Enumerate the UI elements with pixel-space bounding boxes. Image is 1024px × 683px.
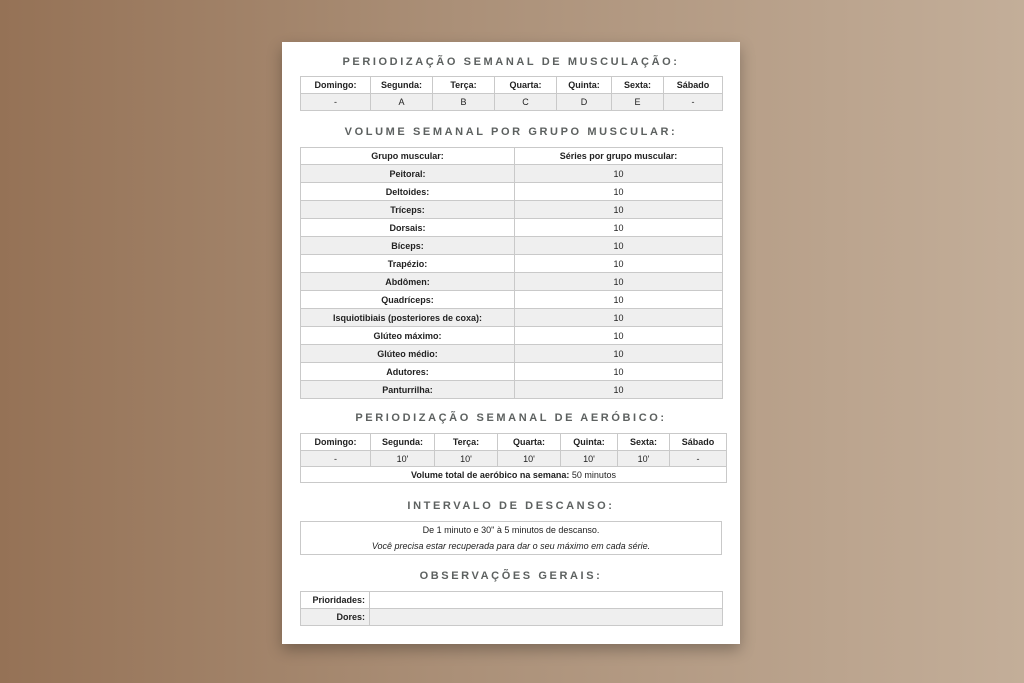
prioridades-field[interactable] <box>370 592 723 609</box>
day-value: 10' <box>561 451 618 467</box>
aerobico-total-row <box>301 467 727 483</box>
series-count: 10 <box>515 165 723 183</box>
prioridades-row <box>301 592 723 609</box>
day-header: Quarta: <box>498 434 561 451</box>
table-row <box>301 381 723 399</box>
muscle-group: Tríceps: <box>301 201 515 219</box>
group-column-header: Grupo muscular: <box>301 148 515 165</box>
series-count: 10 <box>515 327 723 345</box>
muscle-group: Quadríceps: <box>301 291 515 309</box>
day-value: E <box>612 94 664 111</box>
day-header: Sábado <box>670 434 727 451</box>
muscle-group: Deltoides: <box>301 183 515 201</box>
aerobico-values-row <box>301 451 727 467</box>
dores-field[interactable] <box>370 609 723 626</box>
table-row <box>301 345 723 363</box>
muscle-group: Dorsais: <box>301 219 515 237</box>
muscle-group: Peitoral: <box>301 165 515 183</box>
table-row <box>301 219 723 237</box>
day-header: Domingo: <box>301 434 371 451</box>
day-value: D <box>557 94 612 111</box>
descanso-line1: De 1 minuto e 30" à 5 minutos de descanso. <box>301 522 722 538</box>
day-value: - <box>301 94 371 111</box>
muscle-group: Isquiotibiais (posteriores de coxa): <box>301 309 515 327</box>
day-value: 10' <box>435 451 498 467</box>
series-count: 10 <box>515 201 723 219</box>
day-value: A <box>371 94 433 111</box>
series-count: 10 <box>515 219 723 237</box>
descanso-line2: Você precisa estar recuperada para dar o seu máximo em cada série. <box>301 538 722 555</box>
musculacao-title: PERIODIZAÇÃO SEMANAL DE MUSCULAÇÃO: <box>342 56 680 68</box>
series-count: 10 <box>515 273 723 291</box>
day-header: Terça: <box>435 434 498 451</box>
aerobico-title: PERIODIZAÇÃO SEMANAL DE AERÓBICO: <box>355 412 667 424</box>
day-header: Quarta: <box>495 77 557 94</box>
dores-label: Dores: <box>301 609 370 626</box>
descanso-line-row <box>301 522 722 538</box>
descanso-title: INTERVALO DE DESCANSO: <box>407 500 615 512</box>
dores-row <box>301 609 723 626</box>
musculacao-days-row <box>301 77 723 94</box>
descanso-line-row <box>301 538 722 555</box>
workout-sheet <box>282 42 740 644</box>
descanso-box <box>300 521 722 555</box>
day-header: Segunda: <box>371 77 433 94</box>
volume-title: VOLUME SEMANAL POR GRUPO MUSCULAR: <box>344 126 678 138</box>
table-row <box>301 309 723 327</box>
series-count: 10 <box>515 381 723 399</box>
day-value: - <box>301 451 371 467</box>
table-row <box>301 201 723 219</box>
muscle-group: Adutores: <box>301 363 515 381</box>
volume-header-row <box>301 148 723 165</box>
table-row <box>301 237 723 255</box>
observacoes-title: OBSERVAÇÕES GERAIS: <box>419 570 603 582</box>
table-row <box>301 273 723 291</box>
musculacao-values-row <box>301 94 723 111</box>
aerobico-table <box>300 433 727 483</box>
volume-table <box>300 147 723 399</box>
aerobico-days-row <box>301 434 727 451</box>
muscle-group: Glúteo médio: <box>301 345 515 363</box>
aerobico-total-label: Volume total de aeróbico na semana: <box>411 469 570 480</box>
day-value: 10' <box>498 451 561 467</box>
table-row <box>301 291 723 309</box>
day-value: - <box>664 94 723 111</box>
prioridades-label: Prioridades: <box>301 592 370 609</box>
day-header: Segunda: <box>371 434 435 451</box>
series-count: 10 <box>515 237 723 255</box>
muscle-group: Abdômen: <box>301 273 515 291</box>
day-header: Quinta: <box>557 77 612 94</box>
series-count: 10 <box>515 255 723 273</box>
series-count: 10 <box>515 291 723 309</box>
series-count: 10 <box>515 309 723 327</box>
day-header: Sábado <box>664 77 723 94</box>
day-header: Terça: <box>433 77 495 94</box>
table-row <box>301 183 723 201</box>
day-value: - <box>670 451 727 467</box>
day-header: Domingo: <box>301 77 371 94</box>
day-value: C <box>495 94 557 111</box>
musculacao-table <box>300 76 723 111</box>
aerobico-total <box>301 467 727 483</box>
muscle-group: Glúteo máximo: <box>301 327 515 345</box>
series-count: 10 <box>515 363 723 381</box>
table-row <box>301 165 723 183</box>
day-header: Sexta: <box>618 434 670 451</box>
day-header: Quinta: <box>561 434 618 451</box>
series-count: 10 <box>515 345 723 363</box>
day-value: 10' <box>618 451 670 467</box>
table-row <box>301 255 723 273</box>
muscle-group: Bíceps: <box>301 237 515 255</box>
day-value: 10' <box>371 451 435 467</box>
muscle-group: Trapézio: <box>301 255 515 273</box>
muscle-group: Panturrilha: <box>301 381 515 399</box>
series-column-header: Séries por grupo muscular: <box>515 148 723 165</box>
day-value: B <box>433 94 495 111</box>
table-row <box>301 363 723 381</box>
series-count: 10 <box>515 183 723 201</box>
table-row <box>301 327 723 345</box>
day-header: Sexta: <box>612 77 664 94</box>
aerobico-total-value: 50 minutos <box>571 469 616 480</box>
observacoes-table <box>300 591 723 626</box>
